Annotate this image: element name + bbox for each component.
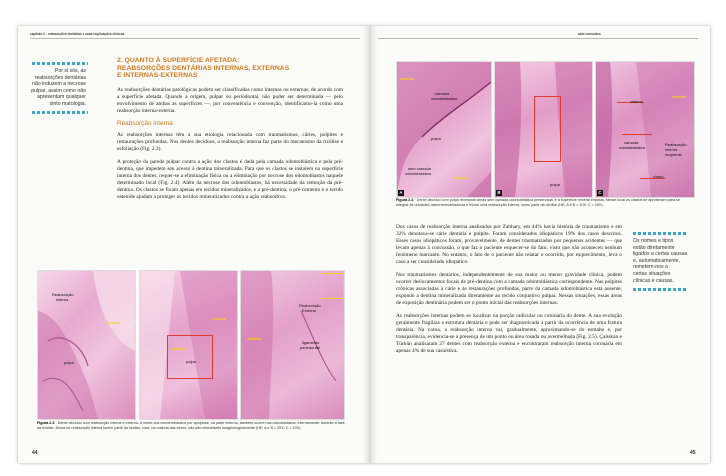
running-head-right: aldo consolaro	[578, 32, 601, 36]
right-sidebar-line: remetem-nos a	[633, 264, 668, 271]
label-dentina: dentina	[400, 76, 415, 81]
left-sidebar-line: sinto matologia.	[49, 100, 86, 107]
left-sidebar-line: não induzem a necrose	[32, 81, 86, 88]
caption-text: · Dente decíduo com polpa revelando áreas sem camada odontoblástica preservada, e a superfície mineral exposta. Nesse local os clastos se aproximam para se integrar às unidades osteorremodeladoras e iniciar uma reabsorção interna, como parte da rizólise (HE; A e B = 10X; C = 25X).	[396, 198, 680, 207]
section-heading-line: E INTERNAS-EXTERNAS	[117, 72, 198, 80]
label-dentina: dentina	[247, 336, 262, 341]
section-heading-line: REABSORÇÕES DENTÁRIAS INTERNAS, EXTERNAS	[117, 64, 290, 72]
left-sidebar-line: pulpar, assim como não	[31, 87, 86, 94]
right-sidebar-line: estão diretamente	[633, 244, 675, 251]
sidebar-dash-bottom-right	[633, 288, 688, 291]
left-body-text	[117, 87, 343, 207]
figure-2-3-panel-a	[37, 270, 136, 420]
label-odontoblastica: odontoblástica	[619, 145, 645, 150]
right-sidebar-line: e, automaticamente,	[633, 257, 681, 264]
subheading-internal-resorption: Reabsorção interna	[117, 120, 173, 128]
highlight-box-red	[534, 96, 561, 162]
running-head-rule-right	[378, 38, 698, 39]
page-number-right: 45	[690, 450, 696, 456]
section-heading	[117, 57, 343, 80]
label-dentina: dentina	[212, 316, 227, 321]
label-dentina: dentina	[171, 346, 186, 351]
label-odontoblastica: odontoblástica	[431, 96, 457, 101]
paragraph: Nos traumatismos dentários, independentemente de sua maior ou menor gravidade clínica, podem ocorrer deslocamentos focais de pré-dentina com a camada odontoblástica correspondente. Nas polpites crônicas associadas à cárie e às restaurações profundas, parte da camada odontoblástica está ausente, expondo a dentina mineralizada diretamente ao tecido conjuntivo pulpar. Nessas situações, essas áreas de exposição dentinária podem ser o ponto inicial das reabsorções internas.	[396, 271, 622, 306]
section-heading-number: 2. QUANTO À SUPERFÍCIE AFETADA:	[117, 57, 240, 64]
paragraph: As reabsorções internas têm a sua etiologia relacionada com traumatismos, cáries, polpites e restaurações profundas. Nos dentes decíduos, a reabsorção interna faz parte do mecanismo da rizólise e esfoliação (Fig. 2.3).	[117, 132, 343, 152]
paragraph: As reabsorções dentárias patológicas podem ser classificadas como internas ou externas, de acordo com a superfície afetada. Quando a origem, pulpar ou periodontal, não puder ser determinada — pelo envolvimento de ambas as superfícies —, por conveniência e convenção, identificamo-la como uma reabsorção interna-externa.	[117, 87, 343, 114]
label-polpa: polpa	[431, 136, 441, 141]
paragraph: A proteção da parede pulpar contra a ação dos clastos é dada pela camada odontoblástica e pela pré-dentina, que impedem seu acesso à dentina mineralizada. Para que os clastos se instalem na superfície interna dos dentes, requer-se a eliminação física ou a eliminação por necrose dos odontoblastos naquele determinado local (Fig. 2.4). Além da necrose dos odontoblastos, há necessidade da remoção da pré-dentina. Os clastos se fixam apenas em tecidos mineralizados, e a pré-dentina, o pré-cemento e o tecido osteoide ajudam a proteger os tecidos mineralizados contra a ação reabsortiva.	[117, 159, 343, 200]
label-externa: Externa	[302, 308, 316, 313]
caption-text: · Dente decíduo com reabsorção interna e externa. A morte dos cementoblastos por apoptose, na parte externa, também ocorre nos odontoblastos, internamente, durante a fase da rizólise. Áreas de reabsorção interna fazem parte da rizólise, mas, na maioria das vezes, não são detectáveis imaginologicamente (HE; A e B = 25X; C = 10X).	[37, 421, 345, 430]
book-spread	[18, 26, 710, 463]
panel-letter: C	[598, 190, 602, 195]
right-sidebar-line: Os nomes e tipos	[633, 238, 674, 244]
pointer-line	[622, 134, 652, 135]
label-interna: interna	[56, 297, 69, 302]
book-fold	[363, 26, 377, 463]
running-head-rule-left	[30, 38, 360, 39]
right-sidebar-note	[633, 238, 699, 284]
page-number-left: 44	[32, 450, 38, 456]
label-incipiente: incipiente	[665, 152, 682, 157]
label-dentina: dentina	[672, 94, 687, 99]
label-interna: interna	[665, 147, 678, 152]
highlight-box-yellow	[321, 273, 344, 299]
right-sidebar-line: clínicas e causas.	[633, 277, 674, 284]
label-polpa: polpa	[550, 182, 560, 187]
label-reabsorcao: Reabsorção	[299, 303, 321, 308]
figure-2-4-panel-b	[494, 61, 593, 198]
figure-2-4-caption	[396, 198, 693, 207]
sidebar-dash-top-left	[32, 62, 88, 65]
figure-2-4-panel-c	[595, 61, 695, 198]
sidebar-dash-bottom-left	[32, 111, 88, 114]
paragraph: Dos casos de reabsorção interna analisados por Zahhary, em 44% havia história de traumatismo e em 32% denotava-se cárie dentária e pulpite. Foram considerados idiopáticos 19% dos casos descritos. Esses casos idiopáticos foram, provavelmente, de dentes traumatizados por pequenos acidentes — que levam apenas à concussão, o que faz o paciente esquecer-se do fato, visto que não aconteceu nenhum fenômeno marcante. No entanto, o fato de o paciente não relatar o ocorrido, por esquecimento, leva o caso a ser considerado idiopático.	[396, 224, 622, 265]
figure-2-3-panel-b	[139, 270, 238, 420]
label-polpa: polpa	[186, 359, 196, 364]
label-sem-camada: sem camada	[408, 166, 431, 171]
left-sidebar-line: apresentam qualquer	[36, 94, 86, 101]
label-camada: camada	[435, 91, 450, 96]
sidebar-dash-top-right	[633, 232, 688, 235]
right-sidebar-line: ligados a certas causas	[633, 251, 688, 258]
figure-2-3-panel-c	[240, 270, 345, 420]
label-periodontal: periodontal	[300, 345, 320, 350]
panel-letter: A	[399, 190, 403, 195]
label-clastos: clastos	[630, 99, 643, 104]
left-sidebar-line: reabsorções dentárias	[34, 74, 86, 81]
running-head-left: capítulo 2 · reabsorções dentárias e suas implicações clínicas	[30, 32, 125, 36]
tissue-illustration	[397, 62, 491, 197]
right-body-text	[396, 224, 622, 361]
tissue-illustration	[596, 62, 694, 197]
label-odontoblastica: odontoblástica	[405, 171, 431, 176]
label-polpa: polpa	[64, 360, 74, 365]
label-dentina: dentina	[106, 320, 121, 325]
label-dentina: dentina	[454, 175, 469, 180]
label-camada: camada	[624, 140, 639, 145]
right-sidebar-line: certas situações	[633, 270, 671, 277]
figure-2-4-panel-a	[396, 61, 492, 198]
label-ligamento: ligamento	[302, 340, 320, 345]
panel-letter: B	[497, 190, 501, 195]
label-clasto: clasto	[653, 174, 664, 179]
highlight-box-red	[167, 335, 213, 379]
caption-label: Figura 2.3	[37, 421, 55, 425]
figure-2-3-caption	[37, 421, 345, 430]
label-reabsorcao: Reabsorção	[665, 142, 687, 147]
left-sidebar-line: Por si sós, as	[54, 68, 86, 74]
left-sidebar-note	[24, 68, 86, 108]
caption-label: Figura 2.4	[396, 198, 414, 202]
label-reabsorcao: Reabsorção	[52, 292, 74, 297]
paragraph: As reabsorções internas podem se localizar na porção radicular ou coronária do dente. A sua evolução geralmente fragiliza a estrutura dentária e pode ser diagnosticada a partir da ocorrência de uma fratura dentária. Na coroa, a reabsorção interna vai, gradualmente, aproximando-se do esmalte e, por transparência, evidencia-se a presença de um ponto ou área rosada ou avermelhada (Fig. 2.5). Çalıskan e Türkün analisaram 27 dentes com reabsorção externa e encontraram reabsorção interna coronária em apenas 4% de sua casuística.	[396, 312, 622, 354]
